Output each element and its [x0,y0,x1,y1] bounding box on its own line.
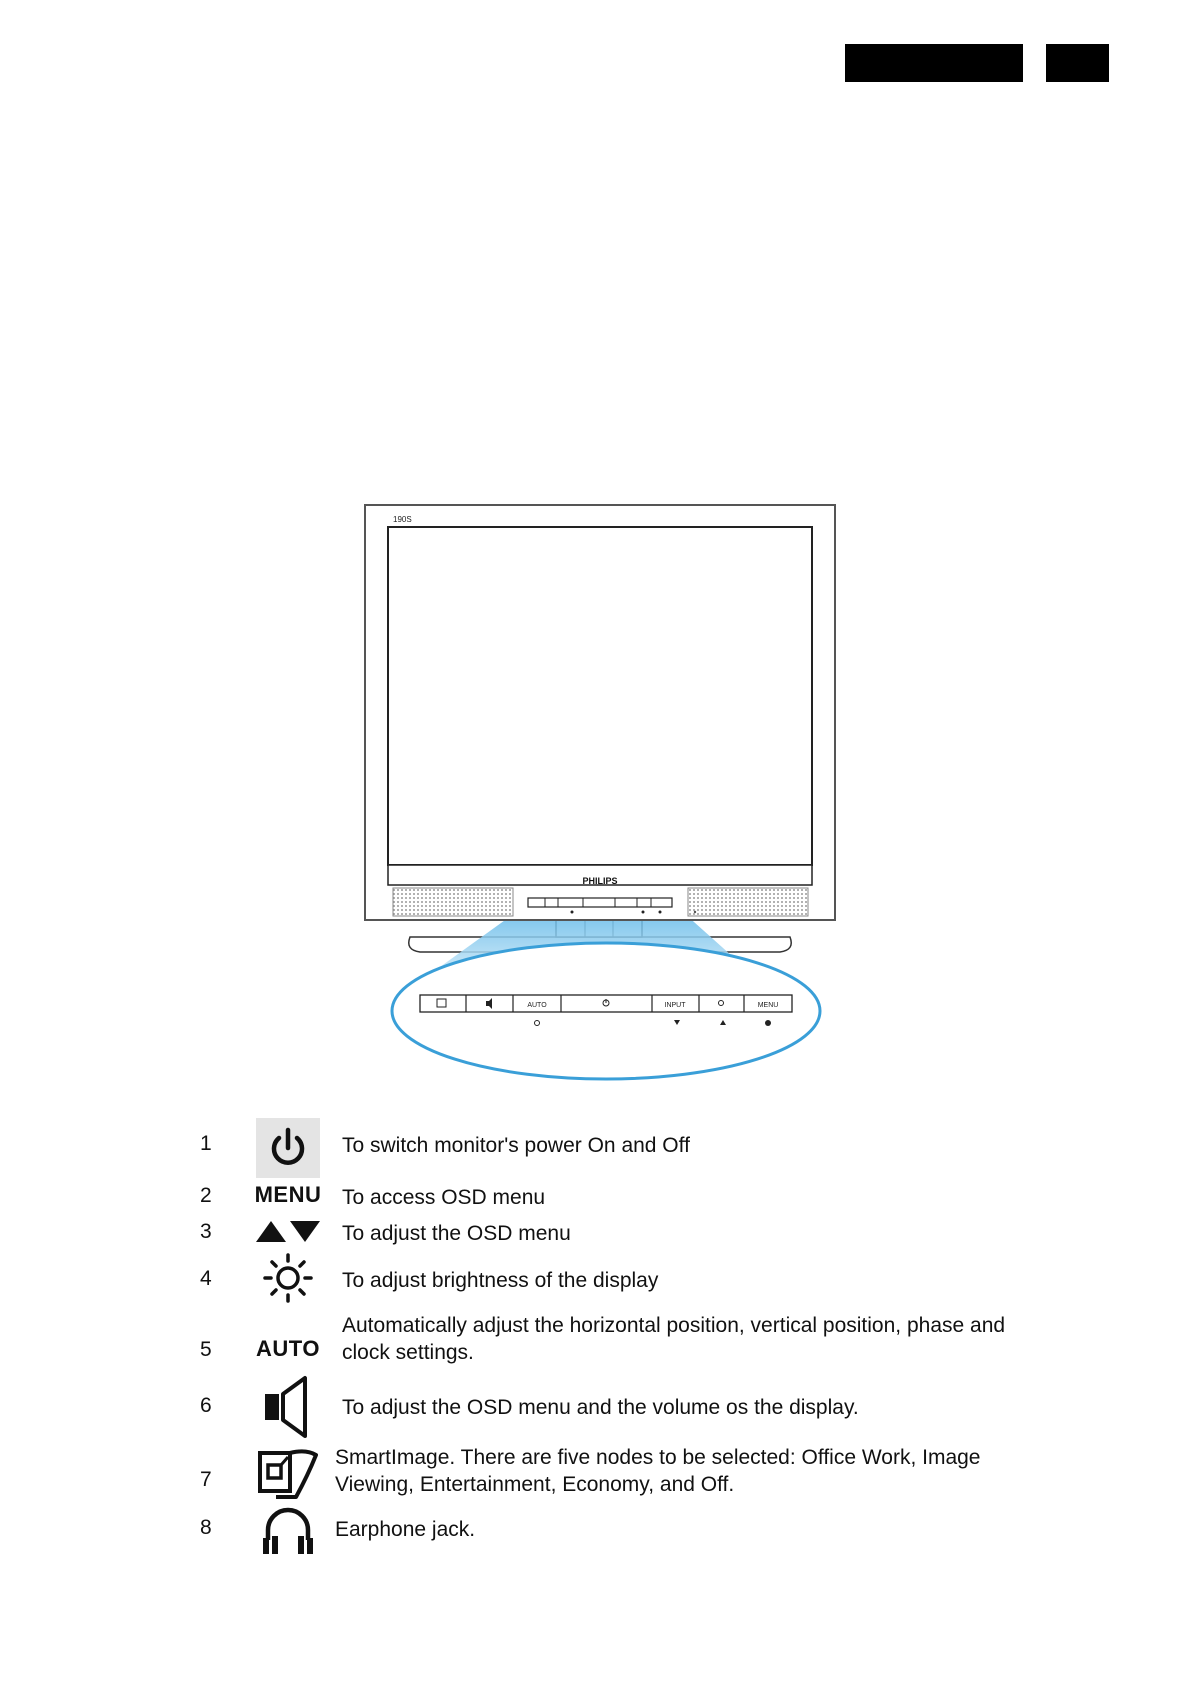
row-description: To adjust the OSD menu [342,1222,571,1245]
menu-label-icon: MENU [254,1182,322,1207]
row-number: 3 [200,1220,212,1243]
row-number: 1 [200,1132,212,1155]
row-description: SmartImage. There are five nodes to be selected: Office Work, Image Viewing, Entertainment, Economy, and Off. [335,1446,981,1496]
row-number: 2 [200,1184,212,1207]
speaker-volume-icon [252,1372,324,1442]
strip-menu-label: MENU [757,1002,779,1009]
row-description: To access OSD menu [342,1186,546,1209]
row-description: To adjust brightness of the display [342,1269,659,1292]
brightness-sun-icon [252,1252,324,1304]
row-description: Automatically adjust the horizontal position, vertical position, phase and clock settings. [342,1314,1006,1364]
row-number: 4 [200,1267,212,1290]
strip-input-label: INPUT [664,1002,686,1009]
smartimage-icon [252,1444,324,1500]
row-description: To adjust the OSD menu and the volume os the display. [342,1396,859,1419]
row-number: 7 [200,1468,212,1491]
row-description: Earphone jack. [335,1518,476,1541]
row-number: 6 [200,1394,212,1417]
up-down-arrows-icon [252,1216,324,1246]
model-label: 190S [393,515,412,524]
headphones-icon [252,1506,324,1556]
row-number: 8 [200,1516,212,1539]
brand-logo-text: PHILIPS [582,876,618,886]
row-description: To switch monitor's power On and Off [342,1134,690,1157]
strip-auto-label: AUTO [527,1002,547,1009]
power-icon [256,1118,320,1178]
row-number: 5 [200,1338,212,1361]
auto-label-icon: AUTO [256,1336,320,1361]
